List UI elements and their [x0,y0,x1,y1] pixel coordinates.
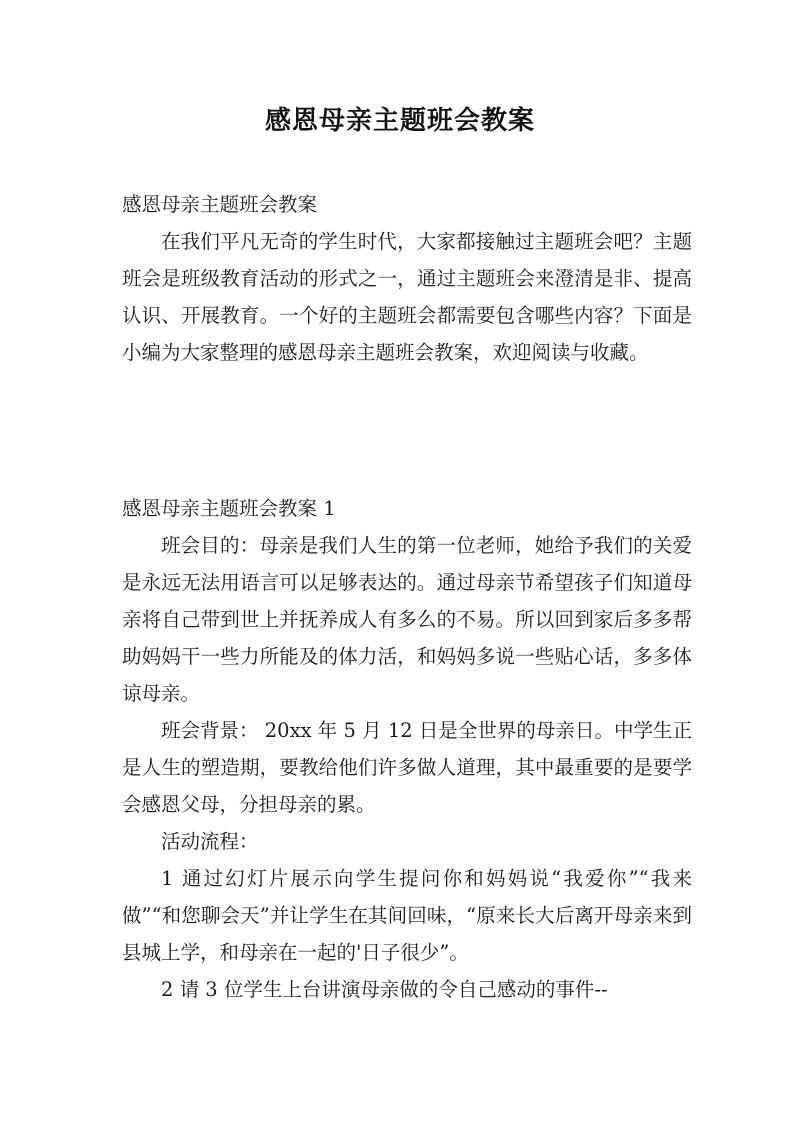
intro-section [122,186,692,371]
document-title: 感恩母亲主题班会教案 [264,106,535,136]
intro-heading: 感恩母亲主题班会教案 [122,193,318,216]
goal-paragraph: 班会目的：母亲是我们人生的第一位老师，她给予我们的关爱是永远无法用语言可以足够表达的。通过母亲节希望孩子们知道母亲将自己带到世上并抚养成人有多么的不易。所以回到家后多多帮助妈妈干一些力所能及的体力活，和妈妈多说一些贴心话，多多体谅母亲。 [122,534,692,705]
process-label: 活动流程： [161,830,259,853]
step-1-paragraph: 1 通过幻灯片展示向学生提问你和妈妈说“我爱你”“我来做”“和您聊会天”并让学生在其间回味，“原来长大后离开母亲来到县城上学，和母亲在一起的'日子很少”。 [122,867,692,964]
intro-paragraph: 在我们平凡无奇的学生时代，大家都接触过主题班会吧？主题班会是班级教育活动的形式之一，通过主题班会来澄清是非、提高认识、开展教育。一个好的主题班会都需要包含哪些内容？下面是小编为大家整理的感恩母亲主题班会教案，欢迎阅读与收藏。 [122,230,692,364]
section-1-heading: 感恩母亲主题班会教案 1 [122,497,336,520]
step-2-paragraph: 2 请 3 位学生上台讲演母亲做的令自己感动的事件-- [161,978,608,1001]
background-paragraph: 班会背景： 20xx 年 5 月 12 日是全世界的母亲日。中学生正是人生的塑造期，要教给他们许多做人道理，其中最重要的是要学会感恩父母，分担母亲的累。 [122,719,692,816]
lesson-plan-1-section [122,490,692,1008]
